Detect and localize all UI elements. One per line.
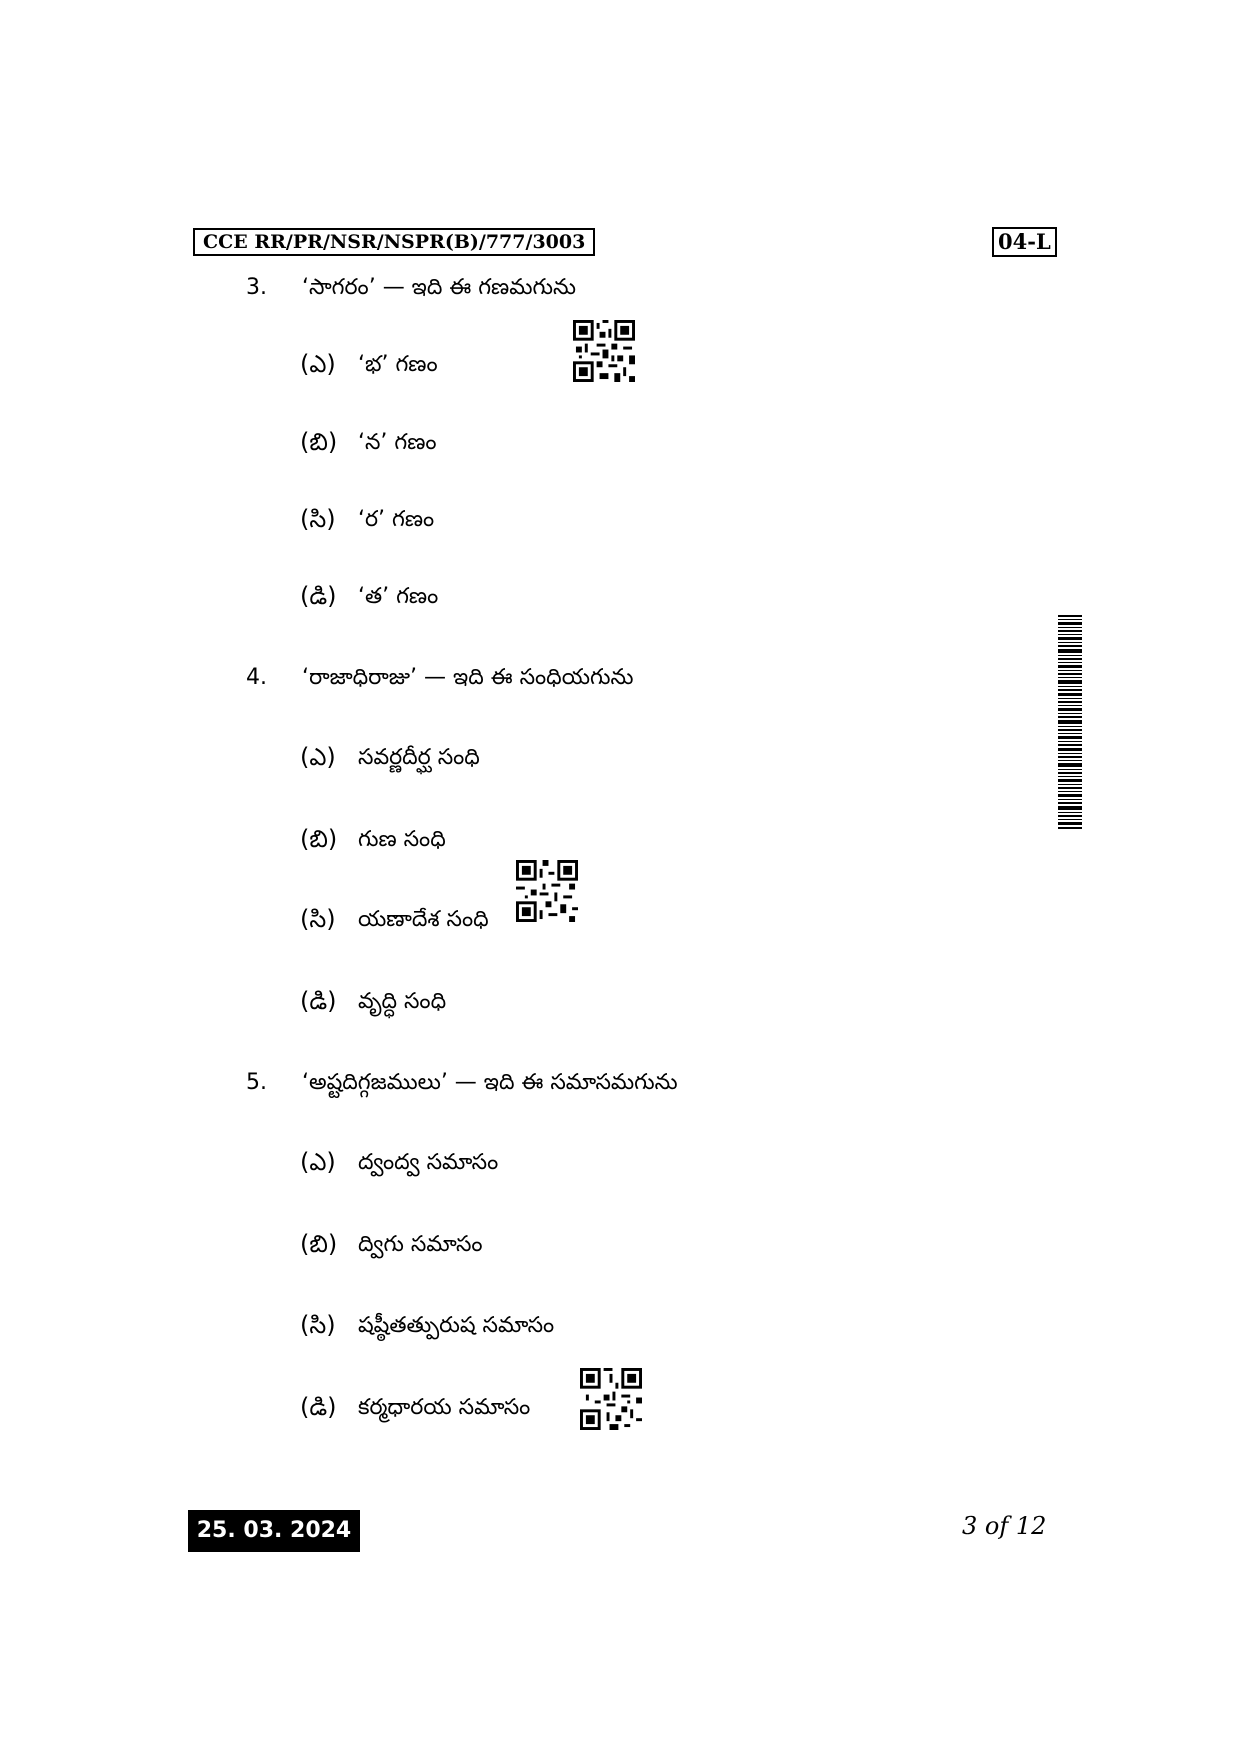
qr-code-icon xyxy=(515,860,579,922)
option-c xyxy=(0,505,1241,545)
option-label: (బి) xyxy=(300,428,338,456)
version-code: 04-L xyxy=(992,227,1057,257)
option-label: (డి) xyxy=(300,582,337,610)
option-text: ‘త’ గణం xyxy=(358,584,439,609)
option-label: (డి) xyxy=(300,987,337,1015)
option-b xyxy=(0,428,1241,468)
qr-code-icon xyxy=(579,1368,643,1430)
option-label: (ఎ) xyxy=(300,1148,336,1176)
question-text: ‘అష్టదిగ్గజములు’ — ఇది ఈ సమాసమగును xyxy=(302,1070,678,1095)
option-text: యణాదేశ సంధి xyxy=(358,907,489,932)
question-text: ‘రాజాధిరాజు’ — ఇది ఈ సంధియగును xyxy=(302,665,634,690)
page-number: 3 of 12 xyxy=(962,1512,1047,1540)
option-label: (బి) xyxy=(300,1230,338,1258)
option-a xyxy=(0,1148,1241,1188)
option-text: ‘న’ గణం xyxy=(358,430,437,455)
option-label: (సి) xyxy=(300,1311,336,1339)
option-d xyxy=(0,582,1241,622)
option-text: వృద్ధి సంధి xyxy=(358,989,447,1014)
question-text: ‘సాగరం’ — ఇది ఈ గణమగును xyxy=(302,275,576,300)
option-text: ‘భ’ గణం xyxy=(358,352,438,377)
option-text: గుణ సంధి xyxy=(358,827,446,852)
option-d xyxy=(0,987,1241,1027)
option-b xyxy=(0,1230,1241,1270)
option-label: (ఎ) xyxy=(300,350,336,378)
option-label: (బి) xyxy=(300,825,338,853)
qr-code-icon xyxy=(572,320,636,382)
paper-code: CCE RR/PR/NSR/NSPR(B)/777/3003 xyxy=(193,228,595,256)
barcode-icon xyxy=(1058,615,1082,829)
option-label: (సి) xyxy=(300,905,336,933)
question-number: 5. xyxy=(246,1070,267,1095)
option-label: (సి) xyxy=(300,505,336,533)
option-label: (ఎ) xyxy=(300,743,336,771)
question-number: 4. xyxy=(246,665,267,690)
option-c xyxy=(0,1311,1241,1351)
option-b xyxy=(0,825,1241,865)
option-text: సవర్ణదీర్ఘ సంధి xyxy=(358,745,480,770)
option-label: (డి) xyxy=(300,1393,337,1421)
option-c xyxy=(0,905,1241,945)
option-text: షష్ఠీతత్పురుష సమాసం xyxy=(358,1313,555,1338)
option-text: ‘ర’ గణం xyxy=(358,507,435,532)
option-text: ద్వంద్వ సమాసం xyxy=(358,1150,499,1175)
option-text: కర్మధారయ సమాసం xyxy=(358,1395,531,1420)
exam-date: 25. 03. 2024 xyxy=(188,1510,360,1552)
question-number: 3. xyxy=(246,275,267,300)
option-a xyxy=(0,743,1241,783)
option-text: ద్విగు సమాసం xyxy=(358,1232,483,1257)
